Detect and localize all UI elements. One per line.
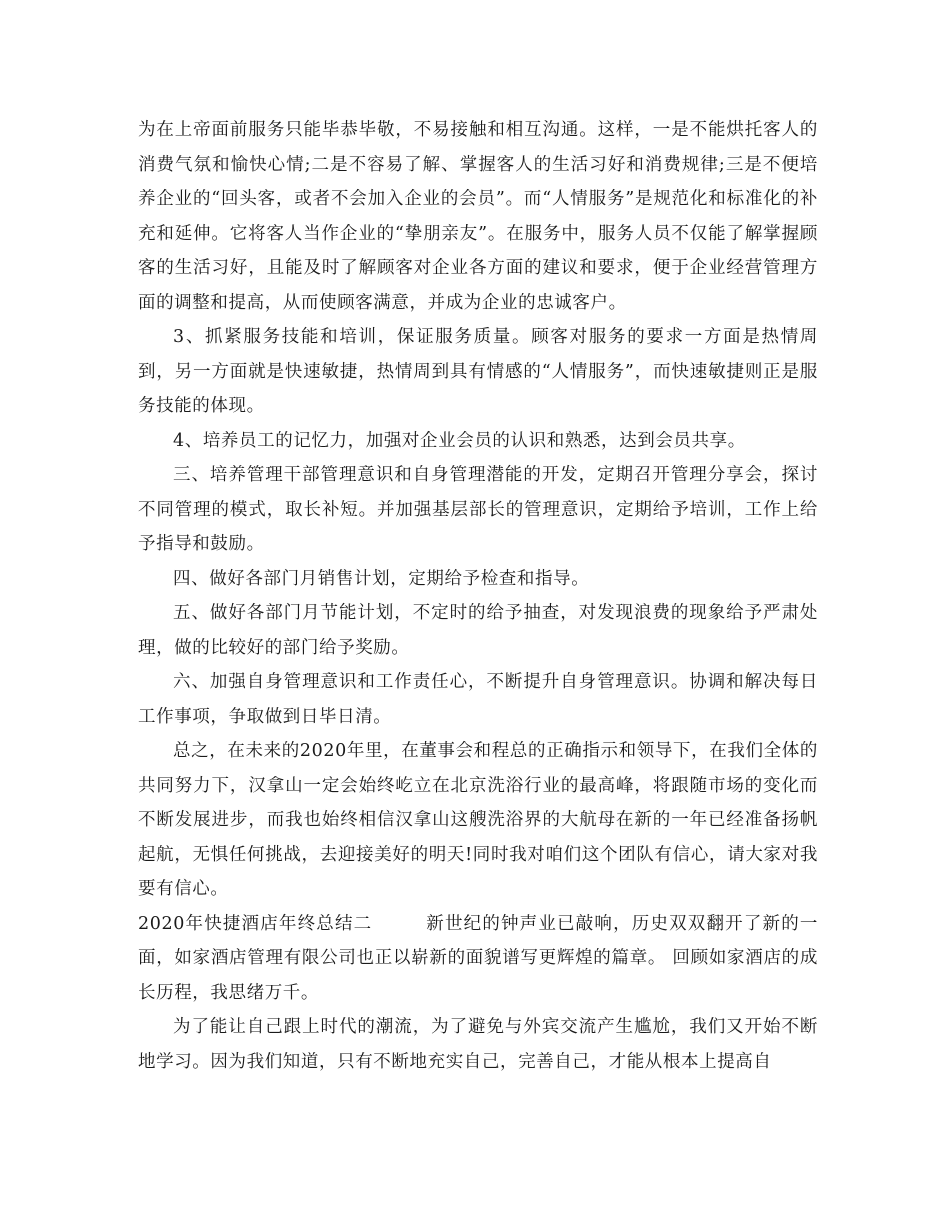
section-title: 2020年快捷酒店年终总结二 <box>138 913 373 934</box>
paragraph-sales-plan: 四、做好各部门月销售计划，定期给予检查和指导。 <box>173 568 590 589</box>
paragraph-management-awareness: 三、培养管理干部管理意识和自身管理潜能的开发，定期召开管理分享会，探讨不同管理的模式，取长补短。并加强基层部长的管理意识，定期给予培训，工作上给予指导和鼓励。 <box>138 465 818 554</box>
paragraph-memory-training: 4、培养员工的记忆力，加强对企业会员的认识和熟悉，达到会员共享。 <box>173 430 746 451</box>
title-gap <box>372 914 426 934</box>
paragraph-responsibility: 六、加强自身管理意识和工作责任心，不断提升自身管理意识。协调和解决每日工作事项，争取做到日毕日清。 <box>138 672 818 727</box>
paragraph-conclusion: 总之，在未来的2020年里，在董事会和程总的正确指示和领导下，在我们全体的共同努力下，汉拿山一定会始终屹立在北京洗浴行业的最高峰，将跟随市场的变化而不断发展进步，而我也始终相信汉拿山这艘洗浴界的大航母在新的一年已经准备扬帆起航，无惧任何挑战，去迎接美好的明天!同时我对咱们这个团队有信心，请大家对我要有信心。 <box>138 741 818 899</box>
paragraph-learning: 为了能让自己跟上时代的潮流，为了避免与外宾交流产生尴尬，我们又开始不断地学习。因为我们知道，只有不断地充实自己，完善自己，才能从根本上提高自 <box>138 1017 818 1072</box>
paragraph-continuation: 为在上帝面前服务只能毕恭毕敬，不易接触和相互沟通。这样，一是不能烘托客人的消费气氛和愉快心情;二是不容易了解、掌握客人的生活习好和消费规律;三是不便培养企业的“回头客，或者不会加入企业的会员”。而“人情服务”是规范化和标准化的补充和延伸。它将客人当作企业的“挚朋亲友”。在服务中，服务人员不仅能了解掌握顾客的生活习好，且能及时了解顾客对企业各方面的建议和要求，便于企业经营管理方面的调整和提高，从而使顾客满意，并成为企业的忠诚客户。 <box>138 120 818 313</box>
paragraph-energy-plan: 五、做好各部门月节能计划，不定时的给予抽查，对发现浪费的现象给予严肃处理，做的比较好的部门给予奖励。 <box>138 603 818 658</box>
paragraph-service-skills: 3、抓紧服务技能和培训，保证服务质量。顾客对服务的要求一方面是热情周到，另一方面就是快速敏捷，热情周到具有情感的“人情服务”，而快速敏捷则正是服务技能的体现。 <box>138 327 818 416</box>
paragraph-second-summary <box>138 907 818 1011</box>
section-intro-text: 新世纪的钟声业已敲响，历史双双翻开了新的一面，如家酒店管理有限公司也正以崭新的面貌谱写更辉煌的篇章。 回顾如家酒店的成长历程，我思绪万千。 <box>138 913 818 1003</box>
document-body <box>138 113 818 1079</box>
